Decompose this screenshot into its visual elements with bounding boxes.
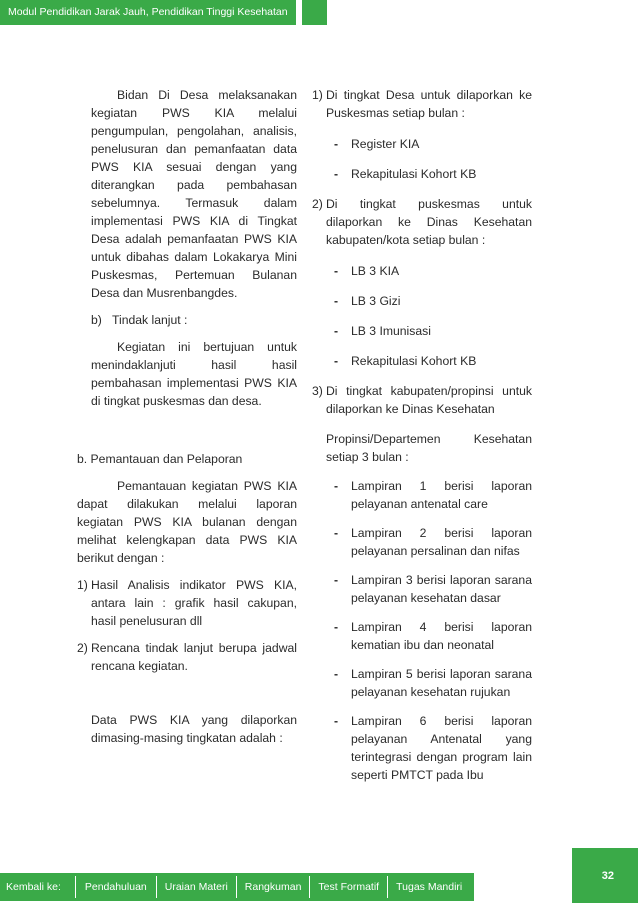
list-item	[312, 382, 532, 418]
page-number: 32	[601, 870, 614, 882]
list-item-text: Di tingkat kabupaten/propinsi untuk dilaporkan ke Dinas Kesehatan	[326, 384, 532, 416]
bullet-text: LB 3 KIA	[351, 264, 400, 278]
paragraph-bidan-di-desa: Bidan Di Desa melaksanakan kegiatan PWS KIA melalui pengumpulan, pengolahan, analisis, penelusuran dan pemanfaatan data PWS KIA sesuai dengan yang diterangkan pada pembahasan sebelumnya. Termasuk dalam implementasi PWS KIA di Tingkat Desa adalah pemanfaatan PWS KIA untuk dibahas dalam Lokakarya Mini Puskesmas, Pertemuan Bulanan Desa dan Musrenbangdes.	[91, 88, 297, 300]
bullet-dash: -	[334, 264, 339, 278]
footer-link-rangkuman[interactable]: Rangkuman	[244, 881, 302, 893]
list-item-text: Di tingkat puskesmas untuk dilaporkan ke Dinas Kesehatan kabupaten/kota setiap bulan :	[326, 197, 532, 247]
bullet-dash: -	[334, 714, 339, 728]
bullet-dash: -	[334, 479, 339, 493]
paragraph-pemantauan: Pemantauan kegiatan PWS KIA dapat dilakukan melalui laporan kegiatan PWS KIA bulanan dengan melihat kelengkapan data PWS KIA berikut dengan :	[77, 479, 297, 565]
bullet-text: Register KIA	[351, 137, 420, 151]
list-item-text: Hasil Analisis indikator PWS KIA, antara lain : grafik hasil cakupan, hasil penelusuran dll	[91, 578, 297, 628]
bullet-text: Lampiran 2 berisi laporan pelayanan persalinan dan nifas	[351, 526, 532, 558]
footer-navigation	[0, 873, 474, 901]
tindak-lanjut-subheading	[91, 311, 297, 329]
bullet-dash: -	[334, 324, 339, 338]
bullet-text: LB 3 Gizi	[351, 294, 401, 308]
right-column	[312, 86, 532, 784]
bullet-dash: -	[334, 294, 339, 308]
list-item-subtext: Propinsi/Departemen Kesehatan setiap 3 bulan :	[326, 432, 532, 464]
header-accent-square	[302, 0, 327, 25]
bullet-item	[334, 477, 532, 513]
bullet-text: Lampiran 5 berisi laporan sarana pelayanan kesehatan rujukan	[351, 667, 532, 699]
list-item	[312, 195, 532, 249]
footer-link-uraian-materi[interactable]: Uraian Materi	[164, 881, 228, 893]
bullet-dash: -	[334, 167, 339, 181]
paragraph-data-pws: Data PWS KIA yang dilaporkan dimasing-masing tingkatan adalah :	[91, 713, 297, 745]
header-title: Modul Pendidikan Jarak Jauh, Pendidikan Tinggi Kesehatan	[0, 0, 296, 25]
list-marker: 2)	[312, 197, 323, 211]
bullet-text: LB 3 Imunisasi	[351, 324, 431, 338]
list-item	[312, 86, 532, 122]
list-marker: b)	[91, 313, 102, 327]
list-item-text: Rencana tindak lanjut berupa jadwal rencana kegiatan.	[91, 641, 297, 673]
paragraph-kegiatan-tujuan: Kegiatan ini bertujuan untuk menindaklanjuti hasil hasil pembahasan implementasi PWS KIA di tingkat puskesmas dan desa.	[91, 340, 297, 408]
bullet-dash: -	[334, 526, 339, 540]
list-item	[77, 576, 297, 630]
list-item	[77, 639, 297, 675]
bullet-text: Lampiran 4 berisi laporan kematian ibu dan neonatal	[351, 620, 532, 652]
tindak-lanjut-label: Tindak lanjut :	[112, 313, 188, 327]
bullet-dash: -	[334, 354, 339, 368]
bullet-text: Lampiran 3 berisi laporan sarana pelayanan kesehatan dasar	[351, 573, 532, 605]
bullet-dash: -	[334, 667, 339, 681]
section-heading-pemantauan: b. Pemantauan dan Pelaporan	[77, 452, 243, 466]
bullet-item	[334, 352, 532, 370]
page-number-box	[572, 848, 638, 903]
bullet-item	[334, 292, 532, 310]
list-marker: 3)	[312, 384, 323, 398]
bullet-item	[334, 712, 532, 784]
bullet-item	[334, 165, 532, 183]
back-to-label: Kembali ke:	[6, 881, 61, 893]
bullet-item	[334, 618, 532, 654]
bullet-item	[334, 571, 532, 607]
footer-link-tugas-mandiri[interactable]: Tugas Mandiri	[396, 881, 463, 893]
bullet-item	[334, 322, 532, 340]
bullet-item	[334, 135, 532, 153]
list-marker: 1)	[312, 88, 323, 102]
bullet-dash: -	[334, 620, 339, 634]
bullet-dash: -	[334, 573, 339, 587]
bullet-text: Lampiran 6 berisi laporan pelayanan Antenatal yang terintegrasi dengan program lain seperti PMTCT pada Ibu	[351, 714, 532, 782]
footer-link-pendahuluan[interactable]: Pendahuluan	[84, 881, 147, 893]
left-column	[77, 86, 297, 747]
bullet-item	[334, 665, 532, 701]
list-marker: 2)	[77, 641, 88, 655]
list-item-text: Di tingkat Desa untuk dilaporkan ke Puskesmas setiap bulan :	[326, 88, 532, 120]
list-marker: 1)	[77, 578, 88, 592]
bullet-text: Lampiran 1 berisi laporan pelayanan antenatal care	[351, 479, 532, 511]
bullet-text: Rekapitulasi Kohort KB	[351, 354, 477, 368]
bullet-item	[334, 262, 532, 280]
bullet-item	[334, 524, 532, 560]
bullet-text: Rekapitulasi Kohort KB	[351, 167, 477, 181]
bullet-dash: -	[334, 137, 339, 151]
footer-link-test-formatif[interactable]: Test Formatif	[318, 881, 380, 893]
